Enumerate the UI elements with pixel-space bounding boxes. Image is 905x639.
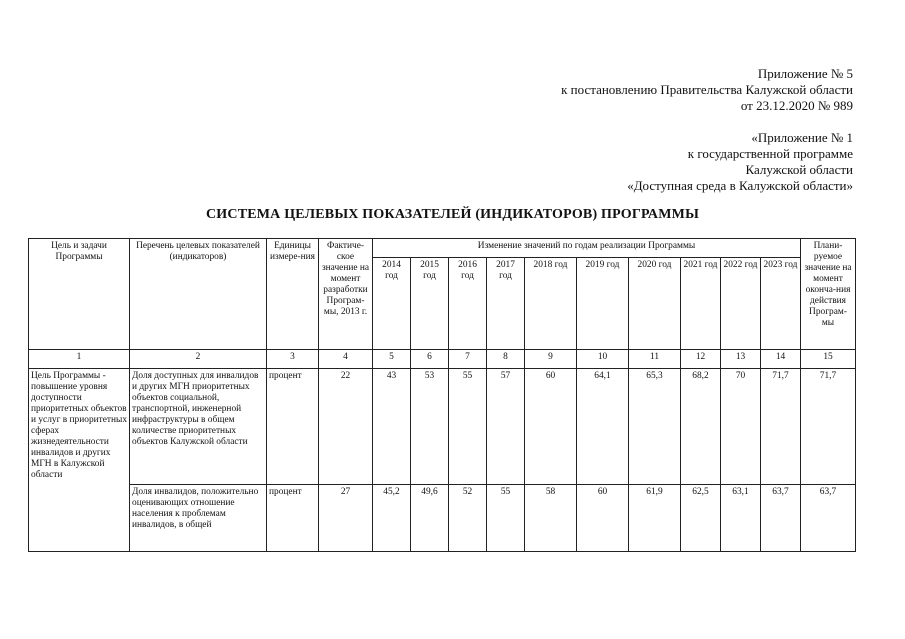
annex-resolution-line2: к постановлению Правительства Калужской области bbox=[561, 82, 853, 97]
column-number: 13 bbox=[721, 350, 761, 369]
year-value-cell: 65,3 bbox=[629, 369, 681, 485]
year-value-cell: 63,7 bbox=[761, 485, 801, 552]
column-number: 6 bbox=[411, 350, 449, 369]
year-value-cell: 60 bbox=[577, 485, 629, 552]
year-value-cell: 60 bbox=[525, 369, 577, 485]
actual-value-cell: 22 bbox=[319, 369, 373, 485]
document-title: СИСТЕМА ЦЕЛЕВЫХ ПОКАЗАТЕЛЕЙ (ИНДИКАТОРОВ) ПРОГРАММЫ bbox=[205, 207, 700, 222]
header-year-changes: Изменение значений по годам реализации Программы bbox=[373, 239, 801, 258]
column-number: 2 bbox=[130, 350, 267, 369]
year-value-cell: 55 bbox=[449, 369, 487, 485]
column-number: 4 bbox=[319, 350, 373, 369]
annex-program-block bbox=[627, 130, 853, 194]
column-number-row bbox=[29, 350, 856, 369]
year-value-cell: 71,7 bbox=[761, 369, 801, 485]
column-number: 15 bbox=[801, 350, 856, 369]
indicator-cell: Доля инвалидов, положительно оценивающих отношение населения к проблемам инвалидов, в общей bbox=[130, 485, 267, 552]
year-value-cell: 58 bbox=[525, 485, 577, 552]
column-number: 7 bbox=[449, 350, 487, 369]
column-number: 11 bbox=[629, 350, 681, 369]
annex-program-line1: «Приложение № 1 bbox=[751, 130, 853, 145]
header-indicators: Перечень целевых показателей (индикаторов) bbox=[130, 239, 267, 350]
column-number: 5 bbox=[373, 350, 411, 369]
header-year: 2018 год bbox=[525, 258, 577, 350]
year-value-cell: 53 bbox=[411, 369, 449, 485]
indicators-table bbox=[28, 238, 856, 552]
indicator-cell: Доля доступных для инвалидов и других МГН приоритетных объектов социальной, транспортной, инженерной инфраструктуры в общем количестве приоритетных объектов Калужской области bbox=[130, 369, 267, 485]
annex-program-line2: к государственной программе bbox=[687, 146, 853, 161]
column-number: 12 bbox=[681, 350, 721, 369]
annex-resolution-block bbox=[561, 66, 853, 114]
actual-value-cell: 27 bbox=[319, 485, 373, 552]
year-value-cell: 57 bbox=[487, 369, 525, 485]
year-value-cell: 49,6 bbox=[411, 485, 449, 552]
table-row bbox=[29, 369, 856, 485]
header-year: 2015 год bbox=[411, 258, 449, 350]
year-value-cell: 70 bbox=[721, 369, 761, 485]
year-value-cell: 64,1 bbox=[577, 369, 629, 485]
unit-cell: процент bbox=[267, 369, 319, 485]
annex-resolution-line1: Приложение № 5 bbox=[757, 66, 853, 81]
header-year: 2023 год bbox=[761, 258, 801, 350]
header-planned: Плани-руемое значение на момент оконча-ния действия Програм-мы bbox=[801, 239, 856, 350]
header-year: 2021 год bbox=[681, 258, 721, 350]
header-year: 2014 год bbox=[373, 258, 411, 350]
header-actual-2013: Фактиче-ское значение на момент разработки Програм-мы, 2013 г. bbox=[319, 239, 373, 350]
annex-program-line3: Калужской области bbox=[745, 162, 853, 177]
year-value-cell: 45,2 bbox=[373, 485, 411, 552]
column-number: 3 bbox=[267, 350, 319, 369]
year-value-cell: 55 bbox=[487, 485, 525, 552]
header-year: 2019 год bbox=[577, 258, 629, 350]
planned-value-cell: 63,7 bbox=[801, 485, 856, 552]
column-number: 8 bbox=[487, 350, 525, 369]
header-year: 2022 год bbox=[721, 258, 761, 350]
annex-program-line4: «Доступная среда в Калужской области» bbox=[627, 178, 853, 193]
header-year: 2020 год bbox=[629, 258, 681, 350]
annex-resolution-line3: от 23.12.2020 № 989 bbox=[740, 98, 853, 113]
year-value-cell: 43 bbox=[373, 369, 411, 485]
year-value-cell: 52 bbox=[449, 485, 487, 552]
header-year: 2017 год bbox=[487, 258, 525, 350]
unit-cell: процент bbox=[267, 485, 319, 552]
column-number: 9 bbox=[525, 350, 577, 369]
year-value-cell: 61,9 bbox=[629, 485, 681, 552]
header-units: Единицы измере-ния bbox=[267, 239, 319, 350]
column-number: 14 bbox=[761, 350, 801, 369]
table-row bbox=[29, 485, 856, 552]
column-number: 1 bbox=[29, 350, 130, 369]
year-value-cell: 68,2 bbox=[681, 369, 721, 485]
year-value-cell: 63,1 bbox=[721, 485, 761, 552]
goal-cell: Цель Программы - повышение уровня доступности приоритетных объектов и услуг в приоритетных сферах жизнедеятельности инвалидов и других МГН в Калужской области bbox=[29, 369, 130, 552]
year-value-cell: 62,5 bbox=[681, 485, 721, 552]
header-goal: Цель и задачи Программы bbox=[29, 239, 130, 350]
planned-value-cell: 71,7 bbox=[801, 369, 856, 485]
header-year: 2016 год bbox=[449, 258, 487, 350]
column-number: 10 bbox=[577, 350, 629, 369]
